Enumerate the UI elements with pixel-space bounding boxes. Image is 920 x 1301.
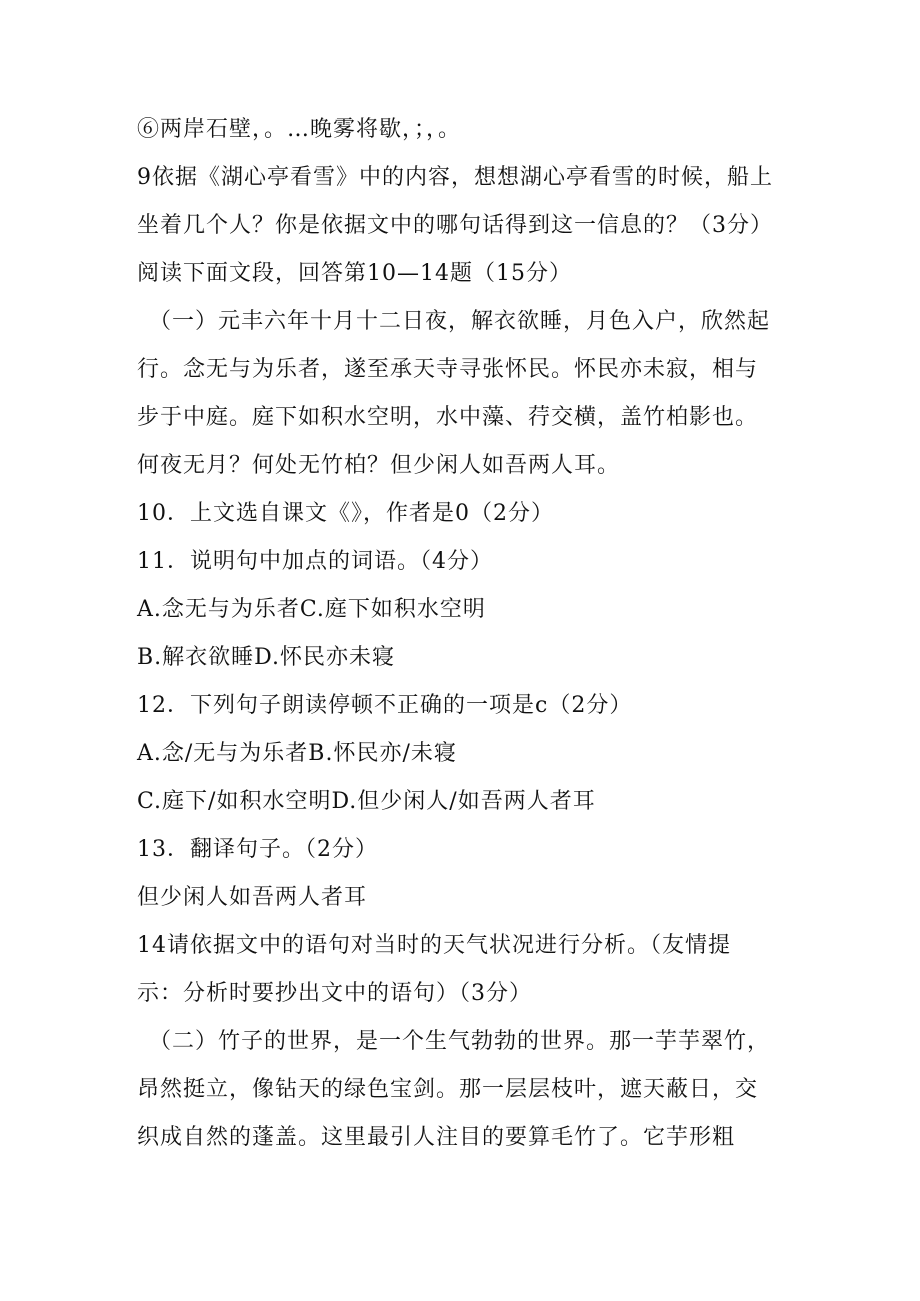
question-13-sentence: 但少闲人如吾两人者耳 [137,885,368,910]
passage-2-line-1: （二）竹子的世界，是一个生气勃勃的世界。那一芋芋翠竹， [149,1029,771,1054]
question-14-line-2: 示：分析时要抄出文中的语句）（3分） [137,981,532,1006]
question-10: 10．上文选自课文《》，作者是0（2分） [137,501,554,526]
passage-2-line-3: 织成自然的蓬盖。这里最引人注目的要算毛竹了。它芋形粗 [137,1125,736,1150]
passage-1-line-1: （一）元丰六年十月十二日夜，解衣欲睡，月色入户，欣然起 [149,309,771,334]
question-14-line-1: 14请依据文中的语句对当时的天气状况进行分析。（友情提 [137,933,731,958]
question-11: 11．说明句中加点的词语。（4分） [137,549,493,574]
passage-2-line-2: 昂然挺立，像钻天的绿色宝剑。那一层层枝叶，遮天蔽日，交 [137,1077,759,1102]
question-11-options-a-c: A.念无与为乐者C.庭下如积水空明 [137,597,486,622]
question-12-options-c-d: C.庭下/如积水空明D.但少闲人/如吾两人者耳 [137,789,596,814]
passage-1-line-3: 步于中庭。庭下如积水空明，水中藻、荇交横，盖竹柏影也。 [137,405,759,430]
section-instruction: 阅读下面文段，回答第10—14题（15分） [137,261,572,286]
question-13: 13．翻译句子。（2分） [137,837,378,862]
passage-1-line-4: 何夜无月？何处无竹柏？但少闲人如吾两人耳。 [137,453,621,478]
exercise-line-6: ⑥两岸石壁，。…晚雾将歇，；，。 [137,117,462,142]
passage-1-line-2: 行。念无与为乐者，遂至承天寺寻张怀民。怀民亦未寂，相与 [137,357,759,382]
question-9-line-2: 坐着几个人？你是依据文中的哪句话得到这一信息的？（3分） [137,213,773,238]
question-12: 12．下列句子朗读停顿不正确的一项是c（2分） [137,693,633,718]
question-9-line-1: 9依据《湖心亭看雪》中的内容，想想湖心亭看雪的时候，船上 [137,165,773,190]
question-12-options-a-b: A.念/无与为乐者B.怀民亦/未寝 [137,741,457,766]
question-11-options-b-d: B.解衣欲睡D.怀民亦未寝 [137,645,396,670]
